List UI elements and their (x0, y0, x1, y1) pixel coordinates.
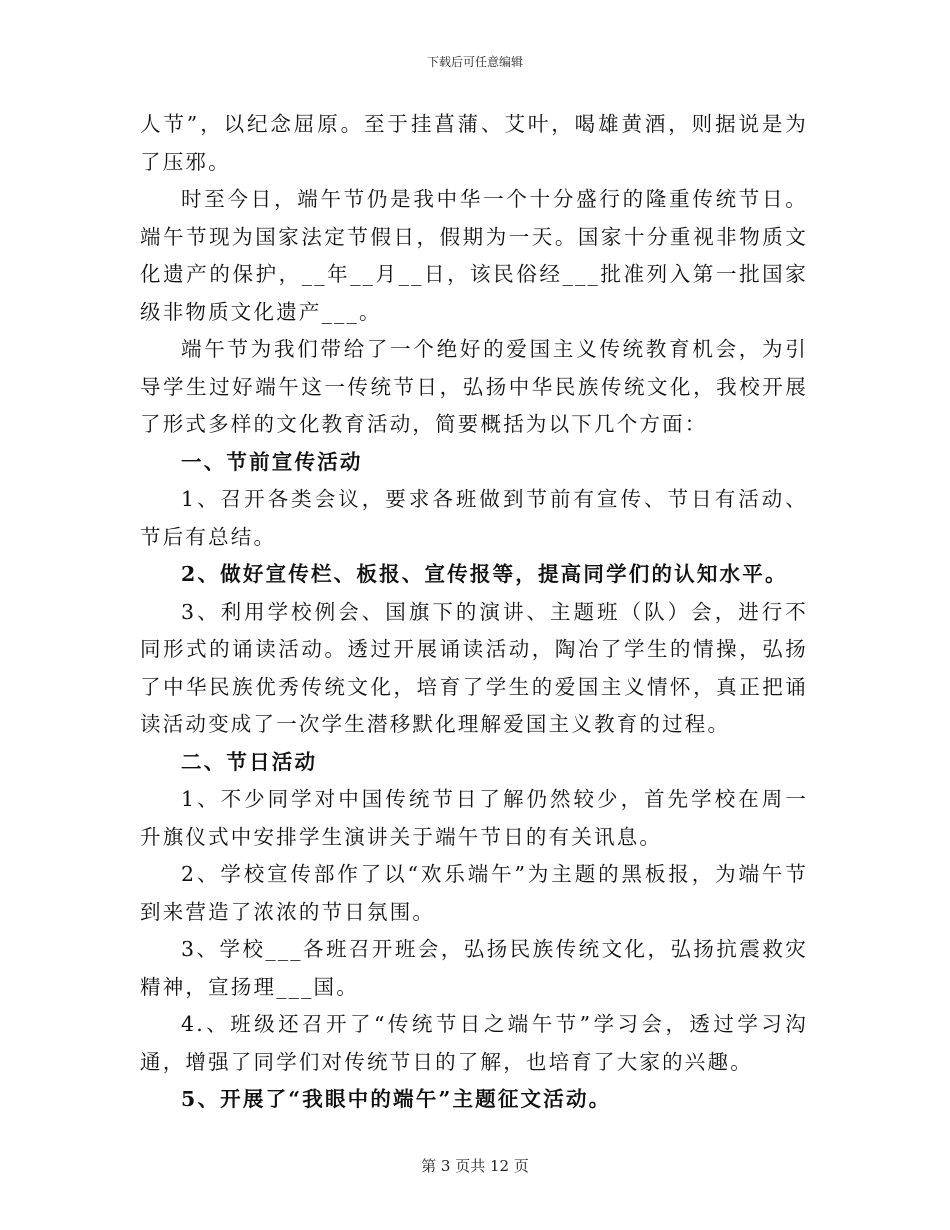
paragraph-8: 2、学校宣传部作了以“欢乐端午”为主题的黑板报，为端午节到来营造了浓浓的节日氛围。 (140, 862, 808, 924)
paragraph-6: 3、利用学校例会、国旗下的演讲、主题班（队）会，进行不同形式的诵读活动。透过开展诵读活动，陶冶了学生的情操，弘扬了中华民族优秀传统文化，培育了学生的爱国主义情怀，真正把诵读活动变成了一次学生潜移默化理解爱国主义教育的过程。 (140, 599, 808, 736)
paragraph-5: 2、做好宣传栏、板报、宣传报等，提高同学们的认知水平。 (181, 562, 788, 586)
paragraph-9: 3、学校___各班召开班会，弘扬民族传统文化，弘扬抗震救灾精神，宣扬理___国。 (140, 937, 808, 999)
paragraph-3: 端午节为我们带给了一个绝好的爱国主义传统教育机会，为引导学生过好端午这一传统节日，弘扬中华民族传统文化，我校开展了形式多样的文化教育活动，简要概括为以下几个方面： (140, 337, 808, 436)
paragraph-2: 时至今日，端午节仍是我中华一个十分盛行的隆重传统节日。端午节现为国家法定节假日，假期为一天。国家十分重视非物质文化遗产的保护，__年__月__日，该民俗经___批准列入第一批国家级非物质文化遗产___。 (140, 187, 808, 324)
section-heading-2: 二、节日活动 (181, 749, 318, 774)
paragraph-7: 1、不少同学对中国传统节日了解仍然较少，首先学校在周一升旗仪式中安排学生演讲关于端午节日的有关讯息。 (140, 787, 808, 849)
paragraph-1: 人节”，以纪念屈原。至于挂菖蒲、艾叶，喝雄黄酒，则据说是为了压邪。 (140, 112, 808, 174)
page-header: 下载后可任意编辑 (426, 55, 523, 69)
paragraph-11: 5、开展了“我眼中的端午”主题征文活动。 (181, 1087, 612, 1111)
page-footer: 第 3 页共 12 页 (421, 1157, 529, 1175)
paragraph-4: 1、召开各类会议，要求各班做到节前有宣传、节日有活动、节后有总结。 (140, 487, 808, 549)
document-body (140, 106, 808, 1119)
paragraph-10: 4.、班级还召开了“传统节日之端午节”学习会，透过学习沟通，增强了同学们对传统节日的了解，也培育了大家的兴趣。 (140, 1012, 808, 1074)
section-heading-1: 一、节前宣传活动 (181, 449, 363, 474)
